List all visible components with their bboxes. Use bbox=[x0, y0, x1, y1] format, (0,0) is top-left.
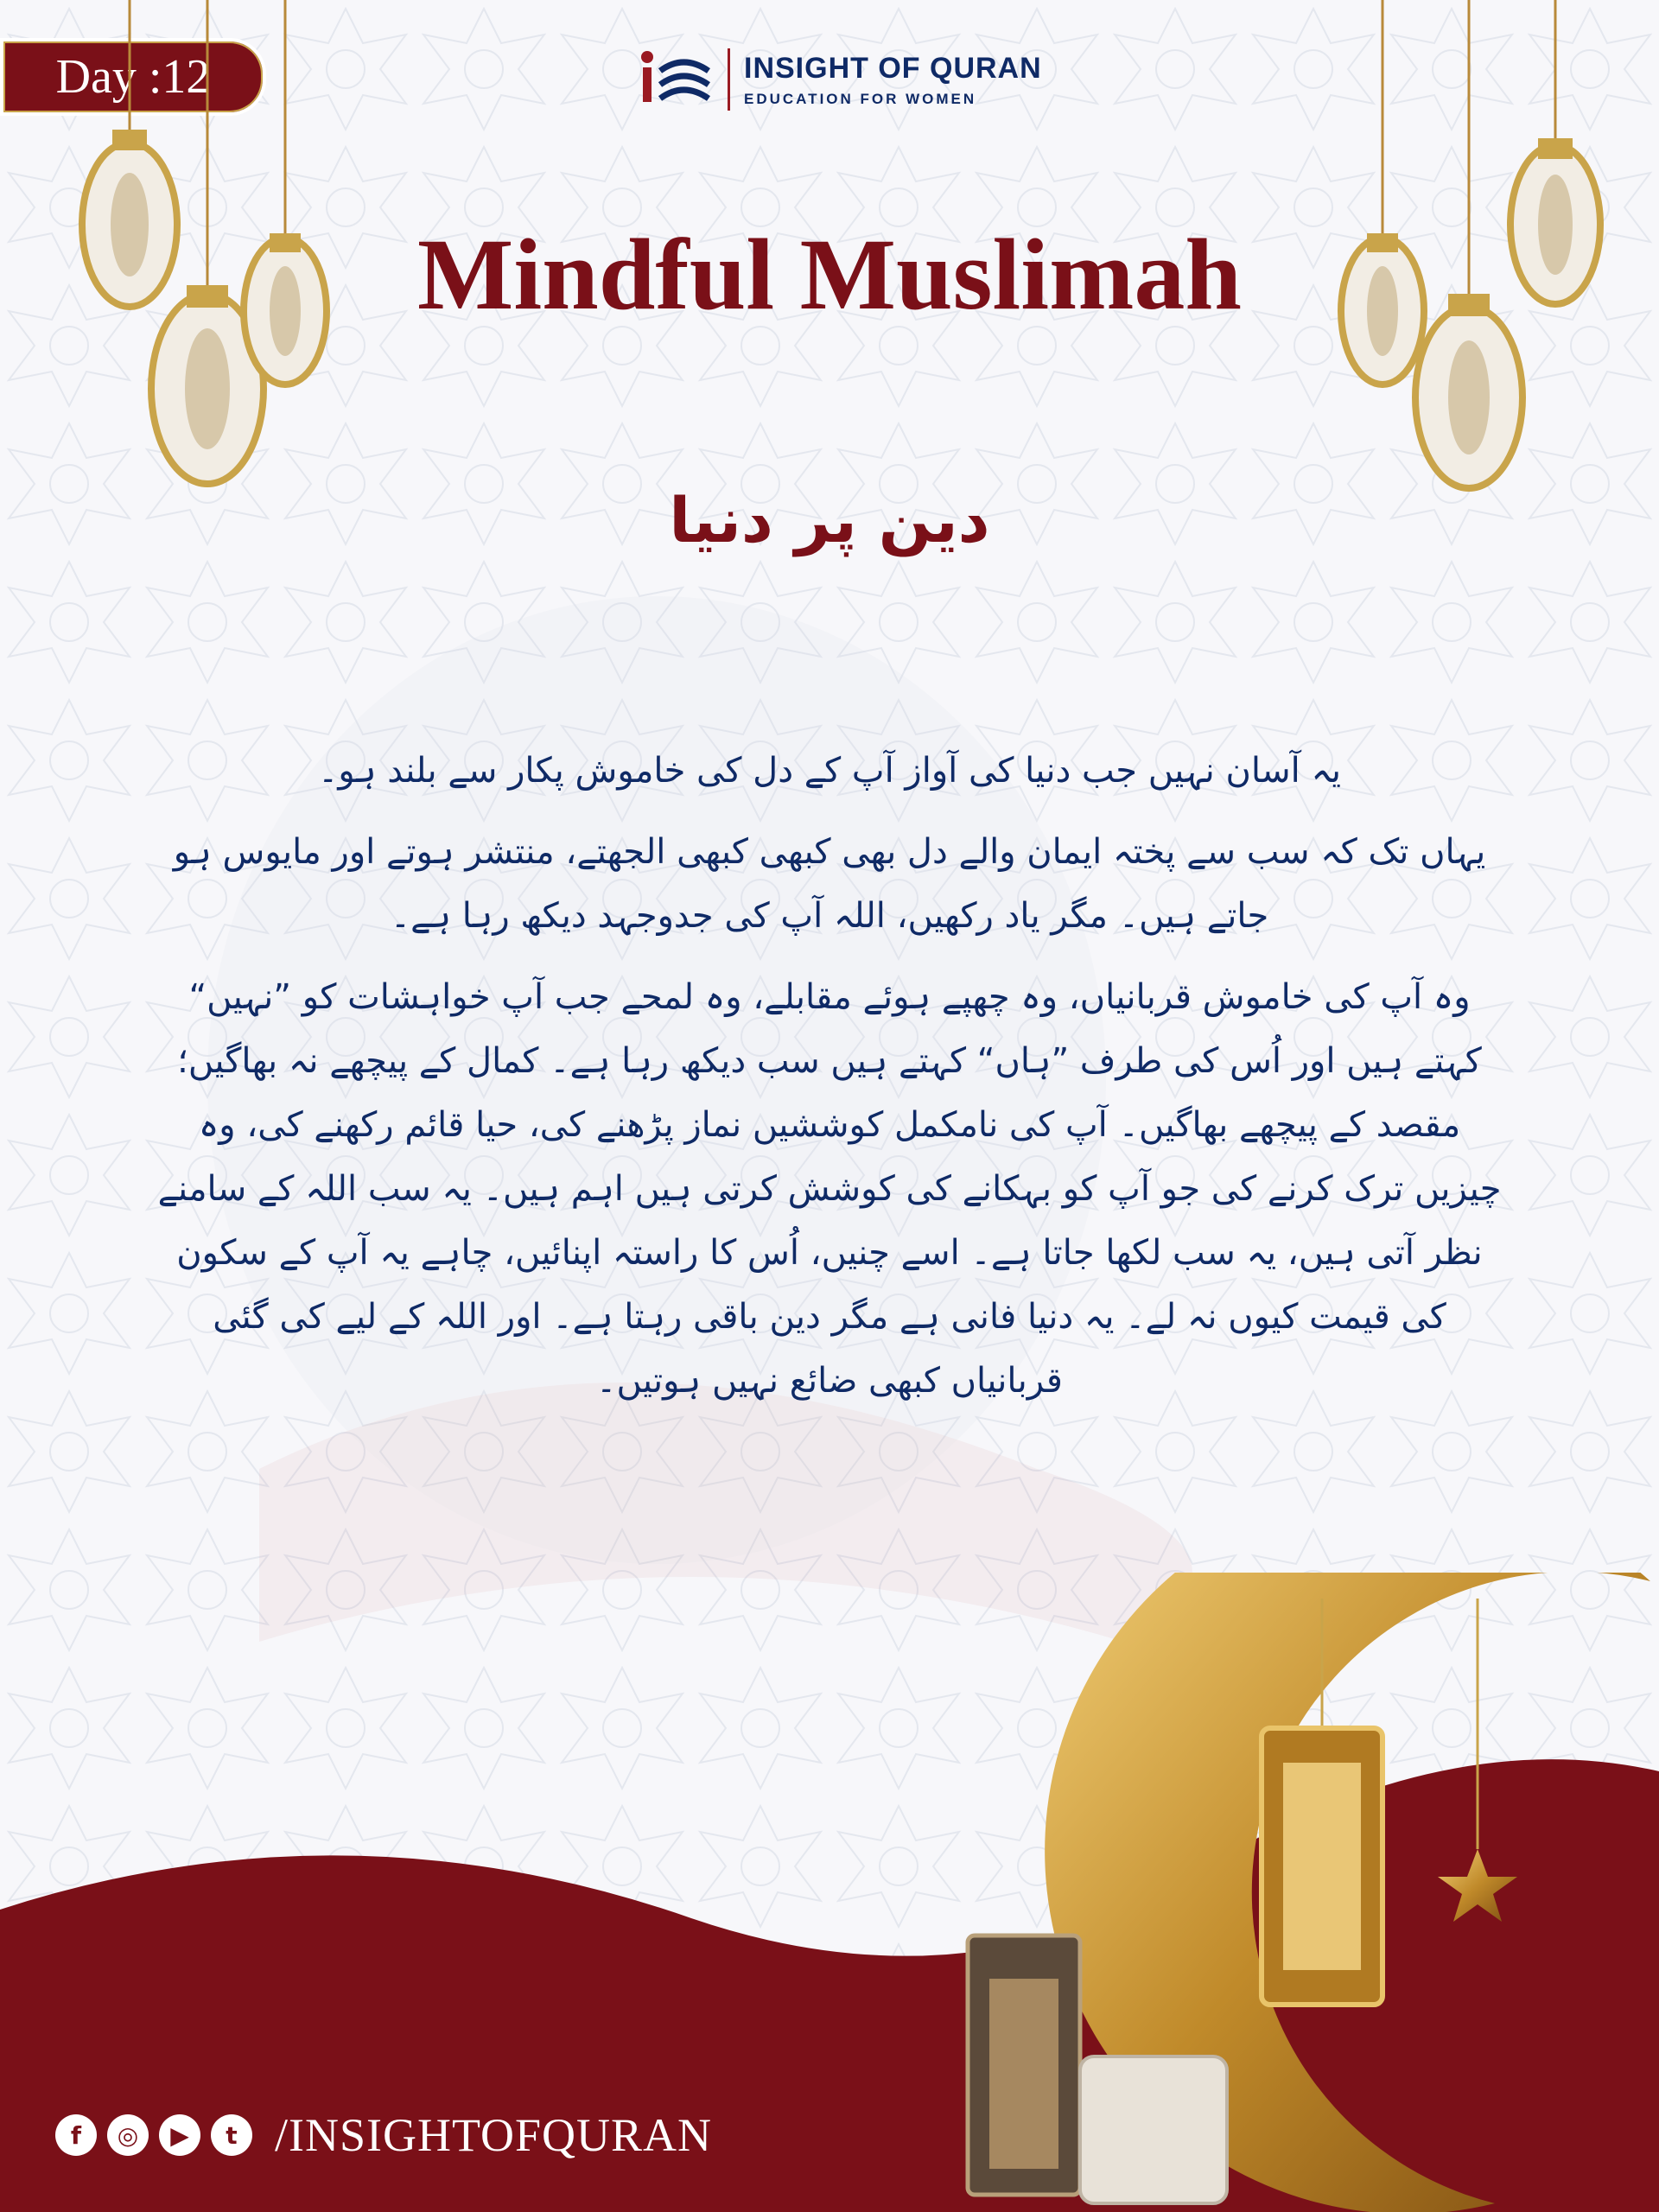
youtube-icon[interactable]: ▶ bbox=[159, 2114, 200, 2156]
page-title: Mindful Muslimah bbox=[416, 218, 1243, 331]
logo-mark-icon bbox=[636, 45, 714, 114]
social-handle[interactable]: /INSIGHTOFQURAN bbox=[275, 2109, 713, 2161]
crescent-lantern-icon bbox=[942, 1573, 1659, 2212]
body-text bbox=[156, 739, 1503, 1430]
brand-tagline: EDUCATION FOR WOMEN bbox=[744, 90, 977, 107]
body-paragraph: یہ آسان نہیں جب دنیا کی آواز آپ کے دل کی خاموش پکار سے بلند ہو۔ bbox=[317, 751, 1342, 791]
day-badge: Day :12 bbox=[0, 38, 266, 116]
brand-name: INSIGHT OF QURAN bbox=[744, 51, 1042, 85]
body-paragraph: وہ آپ کی خاموش قربانیاں، وہ چھپے ہوئے مقابلے، وہ لمحے جب آپ خواہشات کو ”نہیں“ کہتے ہیں اور اُس کی طرف ”ہاں“ کہتے ہیں سب دیکھ رہا ہے۔ کمال کے پیچھے نہ بھاگیں؛ مقصد کے پیچھے بھاگیں۔ آپ کی نامکمل کوششیں نماز پڑھنے کی، حیا قائم رکھنے کی، وہ چیزیں ترک کرنے کی جو آپ کو بہکانے کی کوشش کرتی ہیں اہم ہیں۔ یہ سب اللہ کے سامنے نظر آتی ہیں، یہ سب لکھا جاتا ہے۔ اسے چنیں، اُس کا راستہ اپنائیں، چاہے یہ آپ کے سکون کی قیمت کیوں نہ لے۔ یہ دنیا فانی ہے مگر دین باقی رہتا ہے۔ اور اللہ کے لیے کی گئی قربانیاں کبھی ضائع نہیں ہوتیں۔ bbox=[157, 977, 1502, 1401]
twitter-icon[interactable]: t bbox=[211, 2114, 252, 2156]
footer-social bbox=[55, 2108, 712, 2162]
body-paragraph: یہاں تک کہ سب سے پختہ ایمان والے دل بھی کبھی کبھی الجھتے، منتشر ہوتے اور مایوس ہو جاتے ہیں۔ مگر یاد رکھیں، اللہ آپ کی جدوجہد دیکھ رہا ہے۔ bbox=[173, 832, 1486, 936]
facebook-icon[interactable]: f bbox=[55, 2114, 97, 2156]
brand-logo bbox=[636, 45, 1042, 114]
urdu-heading: دین پر دنیا bbox=[669, 484, 990, 556]
logo-text bbox=[744, 52, 1042, 108]
instagram-icon[interactable]: ◎ bbox=[107, 2114, 149, 2156]
logo-divider bbox=[728, 48, 730, 111]
